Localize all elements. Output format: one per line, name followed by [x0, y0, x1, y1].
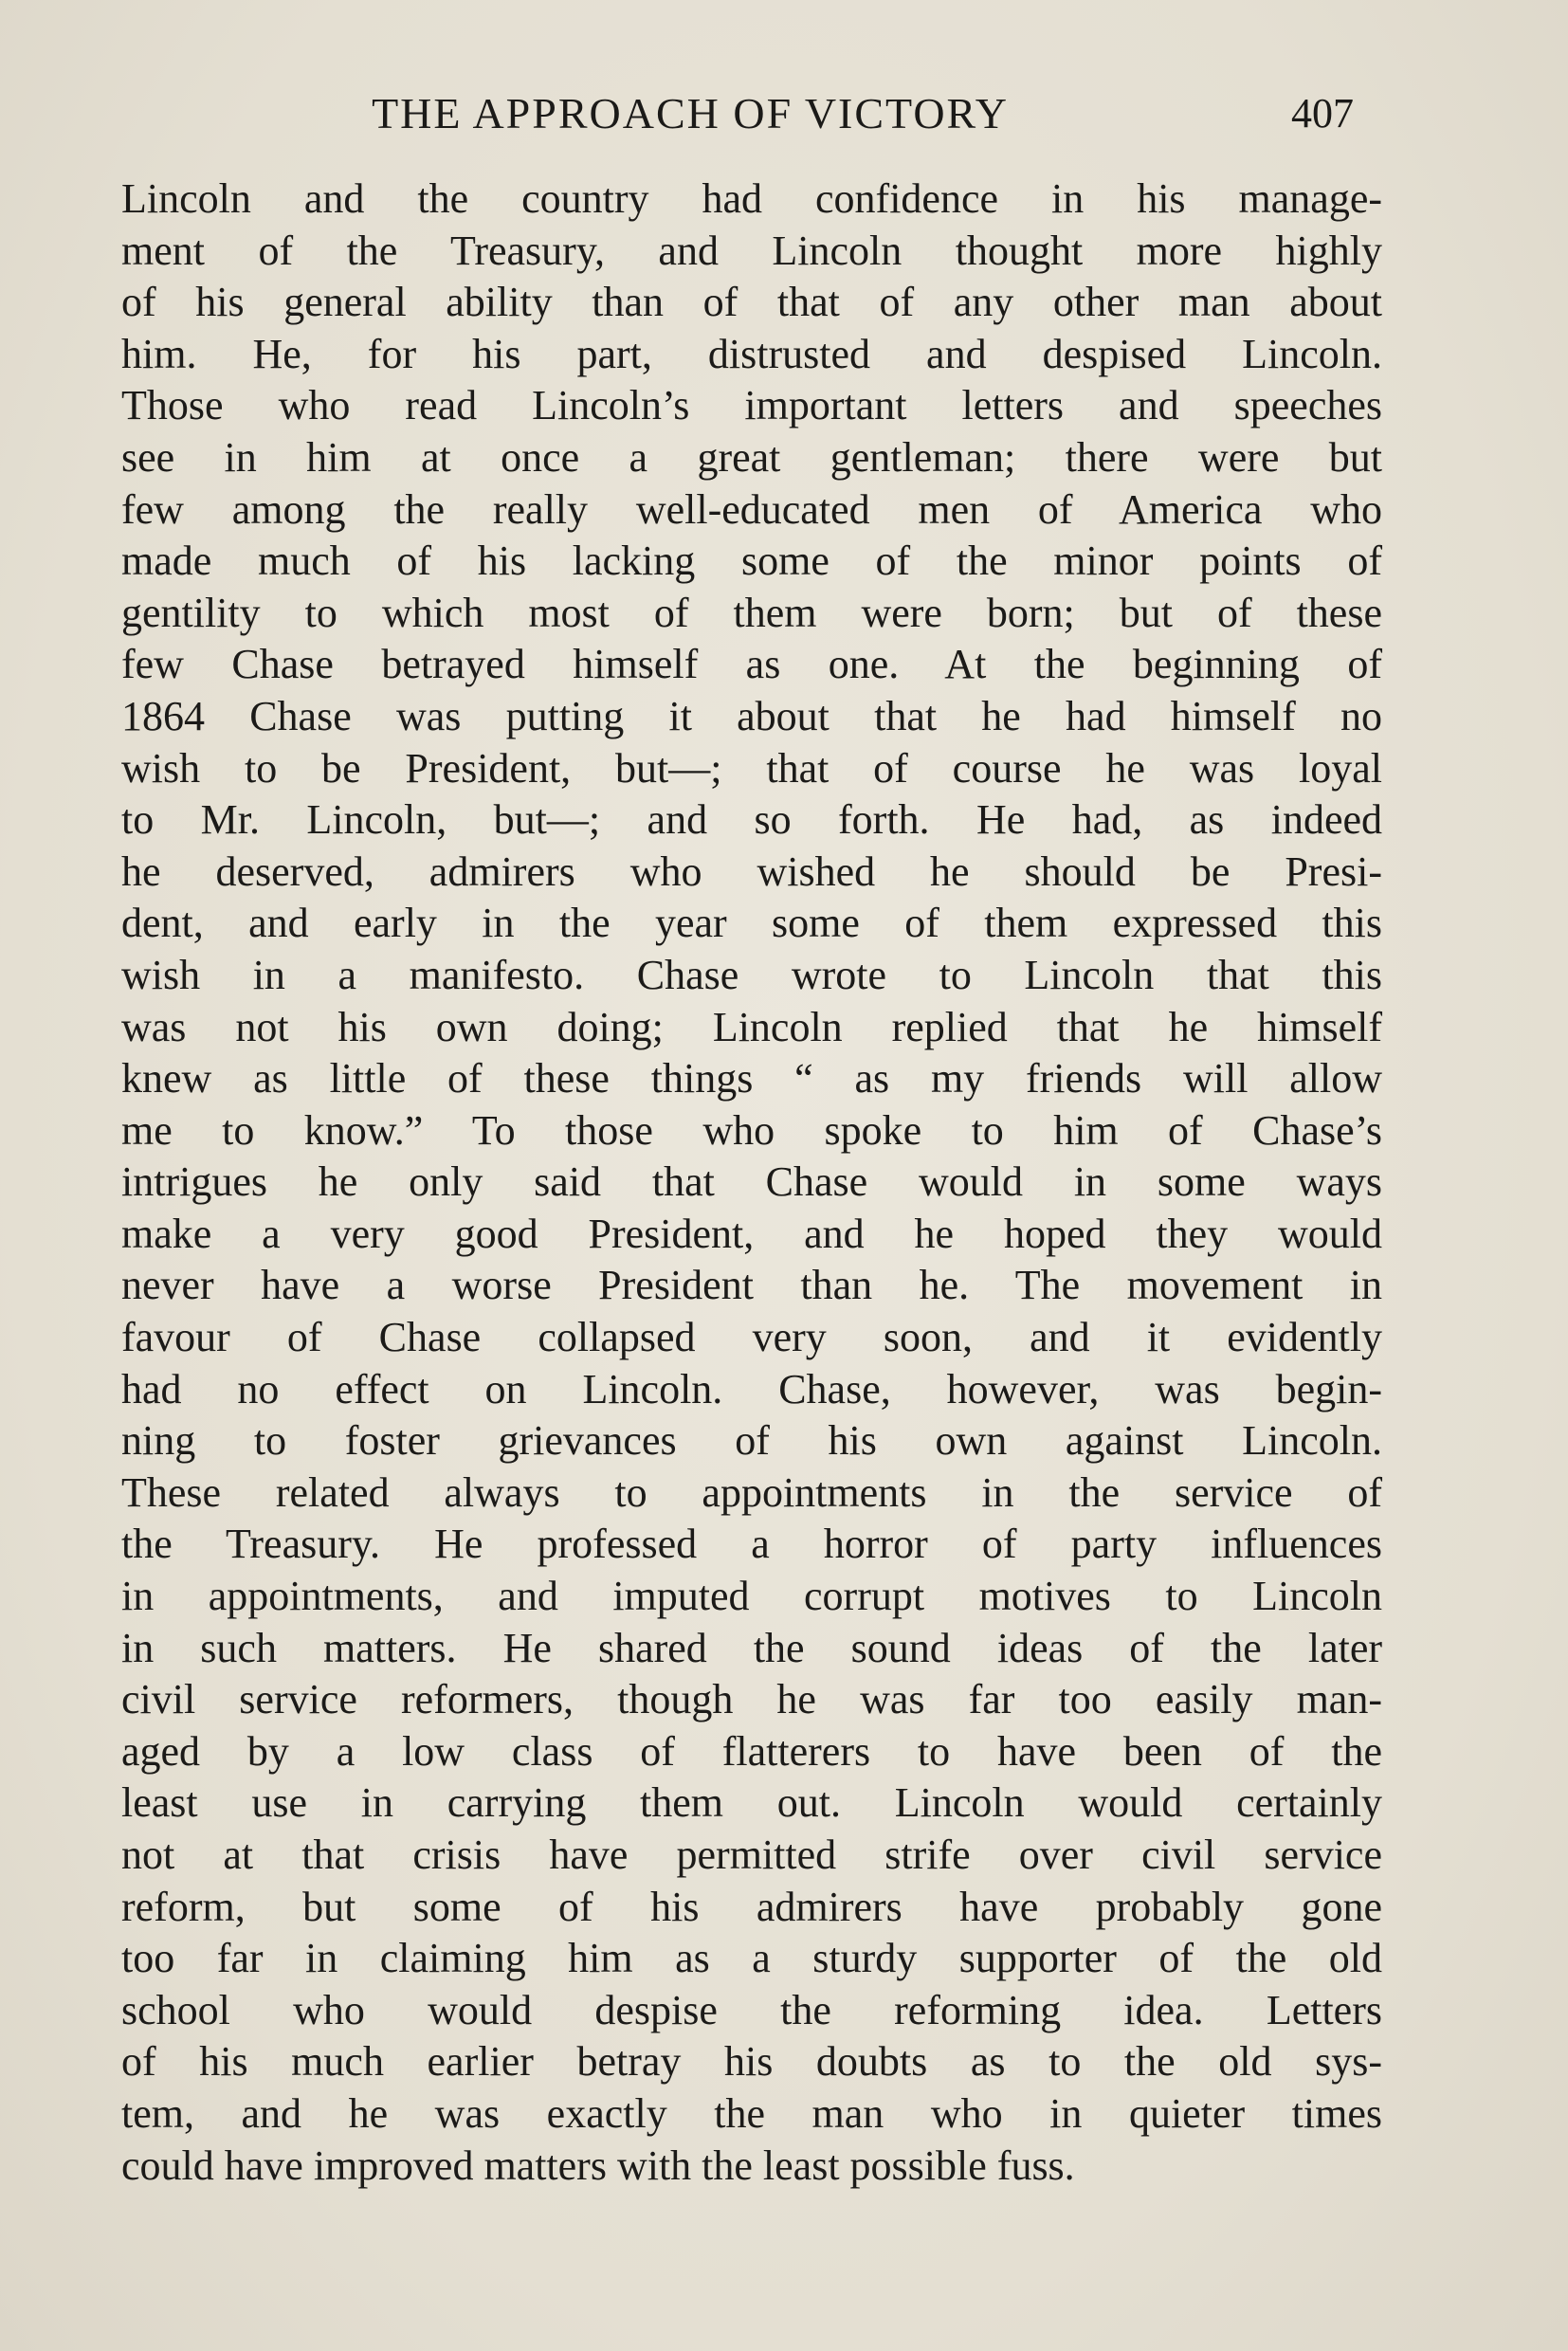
text-line: had no effect on Lincoln. Chase, however, was begin-: [121, 1365, 1382, 1412]
text-line: of his general ability than of that of any other man about: [121, 279, 1382, 326]
text-line: dent, and early in the year some of them expressed this: [121, 900, 1382, 947]
body-text: [121, 173, 1382, 2192]
text-line: few Chase betrayed himself as one. At the beginning of: [121, 641, 1382, 688]
running-head: [121, 83, 1354, 144]
text-line: wish to be President, but—; that of course he was loyal: [121, 744, 1382, 792]
text-line: me to know.” To those who spoke to him of Chase’s: [121, 1106, 1382, 1154]
text-line: he deserved, admirers who wished he should be Presi-: [121, 847, 1382, 895]
text-line: gentility to which most of them were born; but of these: [121, 589, 1382, 636]
text-line: aged by a low class of flatterers to have been of the: [121, 1727, 1382, 1775]
text-line: see in him at once a great gentleman; there were but: [121, 433, 1382, 481]
page-number: 407: [1291, 90, 1354, 137]
text-line: Lincoln and the country had confidence in his manage-: [121, 175, 1382, 222]
text-line: the Treasury. He professed a horror of party influences: [121, 1521, 1382, 1568]
text-line: few among the really well-educated men of America who: [121, 485, 1382, 533]
text-line: civil service reformers, though he was far too easily man-: [121, 1676, 1382, 1723]
text-line: in appointments, and imputed corrupt motives to Lincoln: [121, 1573, 1382, 1620]
text-line: These related always to appointments in the service of: [121, 1468, 1382, 1516]
text-line: make a very good President, and he hoped they would: [121, 1210, 1382, 1257]
text-line: 1864 Chase was putting it about that he had himself no: [121, 692, 1382, 739]
text-line: school who would despise the reforming idea. Letters: [121, 1986, 1382, 2033]
text-line: of his much earlier betray his doubts as to the old sys-: [121, 2038, 1382, 2086]
text-line: him. He, for his part, distrusted and despised Lincoln.: [121, 330, 1382, 377]
text-line: to Mr. Lincoln, but—; and so forth. He had, as indeed: [121, 796, 1382, 844]
text-line: ment of the Treasury, and Lincoln thought more highly: [121, 227, 1382, 274]
text-line: favour of Chase collapsed very soon, and it evidently: [121, 1314, 1382, 1361]
text-line: wish in a manifesto. Chase wrote to Lincoln that this: [121, 951, 1382, 998]
text-line: Those who read Lincoln’s important letters and speeches: [121, 382, 1382, 429]
text-line: too far in claiming him as a sturdy supporter of the old: [121, 1935, 1382, 1982]
text-line: made much of his lacking some of the minor points of: [121, 538, 1382, 585]
text-line: in such matters. He shared the sound ideas of the later: [121, 1624, 1382, 1671]
text-line: least use in carrying them out. Lincoln would certainly: [121, 1779, 1382, 1827]
text-line: never have a worse President than he. The movement in: [121, 1262, 1382, 1309]
text-line: intrigues he only said that Chase would in some ways: [121, 1158, 1382, 1206]
text-line: was not his own doing; Lincoln replied that he himself: [121, 1003, 1382, 1050]
text-line: not at that crisis have permitted strife over civil service: [121, 1832, 1382, 1878]
text-line: reform, but some of his admirers have probably gone: [121, 1883, 1382, 1930]
text-line: could have improved matters with the least possible fuss.: [121, 2141, 1075, 2189]
running-title: THE APPROACH OF VICTORY: [372, 89, 1009, 137]
text-line: ning to foster grievances of his own against Lincoln.: [121, 1417, 1382, 1465]
text-line: knew as little of these things “ as my friends will allow: [121, 1055, 1382, 1103]
text-line: tem, and he was exactly the man who in quieter times: [121, 2089, 1382, 2137]
